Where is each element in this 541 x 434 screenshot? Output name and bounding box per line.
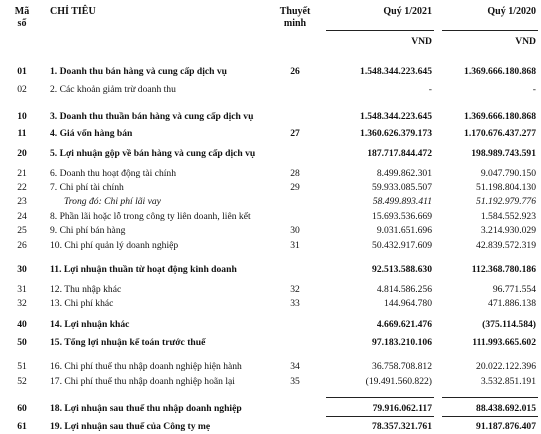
row-value-2020: 88.438.692.015 [476,403,536,414]
row-label: 14. Lợi nhuận khác [50,319,130,330]
row-value-2020: 1.584.552.923 [480,211,536,222]
row-label: 3. Doanh thu thuần bán hàng và cung cấp dịch vụ [50,111,254,122]
row-label: 17. Chi phí thuế thu nhập doanh nghiệp hoãn lại [50,376,235,387]
header-unit-2: VND [515,36,536,47]
row-label: 1. Doanh thu bán hàng và cung cấp dịch vụ [50,66,228,77]
row-code: 50 [17,337,27,348]
row-value-2020: 1.369.666.180.868 [464,111,536,122]
row-code: 31 [17,284,27,295]
row-label: 16. Chi phí thuế thu nhập doanh nghiệp hiện hành [50,361,242,372]
row-value-2021: 79.916.062.117 [372,403,432,414]
header-ma-so: Mã [14,6,30,17]
row-label: 10. Chi phí quản lý doanh nghiệp [50,240,179,251]
header-thuyet-minh: Thuyết [279,6,311,17]
row-label: 19. Lợi nhuận sau thuế của Công ty mẹ [50,421,211,432]
row-code: 30 [17,264,27,275]
row-note: 32 [290,284,300,295]
row-code: 24 [17,211,27,222]
row-label: 12. Thu nhập khác [50,284,122,295]
row-code: 40 [17,319,27,330]
row-value-2020: 112.368.780.186 [471,264,536,275]
row-label: 7. Chi phí tài chính [50,182,124,193]
row-note: 31 [290,240,300,251]
row-label: 4. Giá vốn hàng bán [50,128,133,139]
row-value-2020: 111.993.665.602 [472,337,536,348]
row-value-2021: (19.491.560.822) [365,376,432,387]
header-rule-2 [442,30,538,31]
row-note: 35 [290,376,300,387]
row-value-2021: 187.717.844.472 [367,148,432,159]
header-ma-so-2: số [17,18,27,29]
row-label: Trong đó: Chi phí lãi vay [64,196,161,207]
row-code: 02 [17,84,27,95]
row-value-2020: 198.989.743.591 [471,148,536,159]
header-chi-tieu: CHỈ TIÊU [50,6,96,17]
header-unit-1: VND [411,36,432,47]
total-rule-bottom-1 [326,416,434,417]
total-rule-top-1 [326,397,434,398]
row-code: 60 [17,403,27,414]
row-code: 61 [17,421,27,432]
row-value-2021: 4.814.586.256 [376,284,432,295]
row-label: 18. Lợi nhuận sau thuế thu nhập doanh nghiệp [50,403,242,414]
row-label: 5. Lợi nhuận gộp về bán hàng và cung cấp dịch vụ [50,148,256,159]
row-code: 21 [17,168,27,179]
row-value-2020: 1.369.666.180.868 [464,66,536,77]
header-period-1: Quý 1/2021 [383,6,432,17]
row-value-2021: 15.693.536.669 [372,211,432,222]
row-value-2021: 78.357.321.761 [372,421,432,432]
row-value-2020: 91.187.876.407 [476,421,536,432]
row-label: 2. Các khoản giảm trừ doanh thu [50,84,176,95]
row-value-2020: 42.839.572.319 [476,240,536,251]
row-value-2021: 1.548.344.223.645 [360,66,432,77]
row-code: 20 [17,148,27,159]
row-value-2020: 51.192.979.776 [476,196,536,207]
row-code: 32 [17,298,27,309]
row-code: 26 [17,240,27,251]
total-rule-top-2 [442,397,538,398]
header-period-2: Quý 1/2020 [487,6,536,17]
row-note: 26 [290,66,300,77]
row-code: 22 [17,182,27,193]
row-value-2020: 471.886.138 [488,298,536,309]
row-note: 34 [290,361,300,372]
row-value-2021: - [428,84,432,95]
row-value-2021: 97.183.210.106 [372,337,432,348]
row-note: 30 [290,225,300,236]
row-note: 29 [290,182,300,193]
row-code: 23 [17,196,27,207]
row-value-2021: 50.432.917.609 [372,240,432,251]
row-note: 33 [290,298,300,309]
row-code: 10 [17,111,27,122]
row-label: 13. Chi phí khác [50,298,114,309]
row-value-2021: 92.513.588.630 [372,264,432,275]
row-value-2020: 51.198.804.130 [476,182,536,193]
row-value-2020: 96.771.554 [492,284,536,295]
row-value-2020: - [532,84,536,95]
row-value-2021: 1.548.344.223.645 [360,111,432,122]
row-value-2021: 59.933.085.507 [372,182,432,193]
row-value-2021: 9.031.651.696 [376,225,432,236]
row-note: 28 [290,168,300,179]
row-code: 52 [17,376,27,387]
row-value-2021: 36.758.708.812 [372,361,432,372]
row-value-2020: 3.532.851.191 [480,376,536,387]
row-label: 9. Chi phí bán hàng [50,225,126,236]
row-value-2021: 144.964.780 [384,298,432,309]
row-value-2020: 1.170.676.437.277 [464,128,536,139]
row-value-2020: (375.114.584) [482,319,536,330]
header-thuyet-minh-2: minh [283,18,307,29]
header-rule-1 [326,30,434,31]
row-value-2021: 8.499.862.301 [376,168,432,179]
row-value-2020: 20.022.122.396 [476,361,536,372]
row-label: 6. Doanh thu hoạt động tài chính [50,168,177,179]
row-note: 27 [290,128,300,139]
row-value-2021: 58.499.893.411 [372,196,432,207]
row-label: 8. Phần lãi hoặc lỗ trong công ty liên doanh, liên kết [50,211,251,222]
row-value-2021: 4.669.621.476 [376,319,432,330]
row-code: 11 [17,128,27,139]
row-value-2021: 1.360.626.379.173 [360,128,432,139]
row-value-2020: 9.047.790.150 [480,168,536,179]
row-value-2020: 3.214.930.029 [480,225,536,236]
total-rule-bottom-2 [442,416,538,417]
row-label: 11. Lợi nhuận thuần từ hoạt động kinh doanh [50,264,237,275]
row-code: 25 [17,225,27,236]
row-label: 15. Tổng lợi nhuận kế toán trước thuế [50,337,206,348]
row-code: 01 [17,66,27,77]
row-code: 51 [17,361,27,372]
